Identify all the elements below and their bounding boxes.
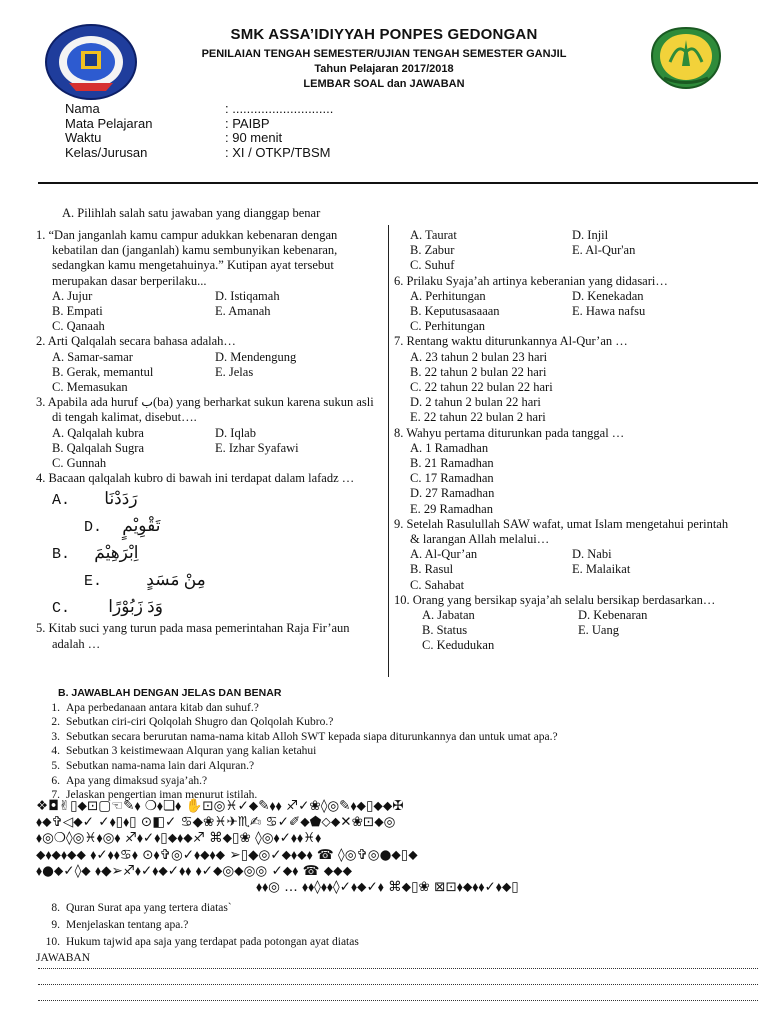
arabic-text: تَقْوِيْمٍ — [122, 516, 161, 536]
question-8 — [394, 426, 734, 517]
essay-item — [36, 744, 736, 759]
question-text: 4. Bacaan qalqalah kubro di bawah ini terdapat dalam lafadz … — [36, 471, 355, 486]
option: B. 21 Ramadhan — [410, 456, 494, 471]
school-name: SMK ASSA’IDIYYAH PONPES GEDONGAN — [230, 26, 538, 43]
essay-number: 3. — [51, 730, 60, 743]
essay-number: 4. — [51, 745, 60, 758]
option: B. Empati — [52, 304, 103, 319]
essay-number: 8. — [51, 902, 60, 914]
option: A. Al-Qur’an — [410, 547, 478, 562]
option-letter: D. — [84, 519, 103, 537]
option: D. Kenekadan — [572, 288, 644, 303]
question-3 — [36, 395, 378, 471]
question-7 — [394, 334, 734, 425]
essay-item — [36, 774, 736, 789]
identity-row-time — [65, 131, 333, 146]
option: E. 22 tahun 22 bulan 2 hari — [410, 410, 546, 425]
option: E. Izhar Syafawi — [215, 440, 299, 455]
essay-number: 5. — [51, 759, 60, 772]
header-divider — [38, 182, 758, 184]
question-text: 3. Apabila ada huruf ب(ba) yang berharkat sukun karena sukun asli di tengah kalimat, disebut…. — [36, 395, 374, 425]
right-column — [394, 228, 734, 654]
option: A. Jabatan — [422, 608, 475, 623]
arabic-option-c — [36, 594, 378, 621]
question-2 — [36, 334, 378, 395]
essay-text: Apa yang dimaksud syaja’ah.? — [66, 774, 208, 787]
arabic-text: اِبْرَهِيْمَ — [94, 543, 139, 563]
identity-row-subject — [65, 117, 333, 132]
identity-label: Nama — [65, 101, 100, 116]
option: E. 29 Ramadhan — [410, 501, 493, 516]
question-text: 9. Setelah Rasulullah SAW wafat, umat Islam mengetahui perintah & larangan Allah melalui… — [394, 516, 729, 547]
garbled-ayat-block — [36, 798, 736, 895]
question-5-options — [394, 228, 734, 274]
options — [36, 289, 378, 335]
essay-number: 1. — [51, 701, 60, 714]
arabic-text: مِنْ مَسَدٍ — [146, 570, 206, 590]
option: B. Keputusasaaan — [410, 304, 500, 319]
option: C. Perhitungan — [410, 319, 485, 334]
identity-label: Kelas/Jurusan — [65, 144, 148, 160]
option: B. Zabur — [410, 243, 455, 258]
question-text: 10. Orang yang bersikap syaja’ah selalu bersikap berdasarkan… — [394, 592, 716, 607]
arabic-option-e — [36, 567, 378, 594]
glyph-line: ⬥⬧⬥⬧⬥⬥ ⬧✓⬧⬧♋⬧ ⊙⬧✞◎✓⬧⬥⬧⬥ ➢▯◆◎✓⬥⬧⬥⬧ ☎ ◊◎✞◎●⬥▯⬥ — [36, 846, 418, 863]
option-letter: A. — [52, 492, 71, 510]
arabic-text: وَدَ زَبُوْرًا — [108, 597, 163, 617]
option: C. Qanaah — [52, 319, 105, 334]
academic-year: Tahun Pelajaran 2017/2018 — [314, 63, 454, 75]
options — [36, 426, 378, 472]
identity-value: : XI / OTKP/TBSM — [225, 144, 331, 160]
option: C. Kedudukan — [422, 638, 495, 653]
option: A. Samar-samar — [52, 349, 133, 364]
option-letter: B. — [52, 546, 71, 564]
question-1 — [36, 228, 378, 334]
essay-item — [36, 917, 736, 934]
option-letter: C. — [52, 600, 71, 618]
essay-text: Menjelaskan tentang apa.? — [66, 919, 189, 931]
option: B. Rasul — [410, 562, 454, 577]
essay-text: Sebutkan ciri-ciri Qolqolah Shugro dan Qolqolah Kubro.? — [66, 716, 334, 729]
column-divider — [388, 225, 389, 677]
option-letter: E. — [84, 573, 103, 591]
answer-label: JAWABAN — [36, 952, 91, 964]
section-a-instruction: A. Pilihlah salah satu jawaban yang dianggap benar — [62, 206, 321, 220]
identity-value: : PAIBP — [225, 115, 270, 131]
answer-line — [38, 1000, 758, 1001]
option: B. Qalqalah Sugra — [52, 440, 144, 455]
question-text: 2. Arti Qalqalah secara bahasa adalah… — [36, 334, 236, 349]
options — [394, 547, 734, 593]
option: A. Jujur — [52, 288, 93, 303]
option: A. 1 Ramadhan — [410, 440, 489, 455]
essay-item — [36, 715, 736, 730]
option: B. Status — [422, 623, 468, 638]
option: D. Mendengung — [215, 349, 297, 364]
question-text: 7. Rentang waktu diturunkannya Al-Qur’an … — [394, 334, 628, 349]
essay-text: Sebutkan secara berurutan nama-nama kitab Alloh SWT kepada siapa diturunkannya dan untuk umat apa.? — [66, 730, 558, 743]
option: E. Jelas — [215, 364, 254, 379]
question-text: 6. Prilaku Syaja’ah artinya keberanian yang didasari… — [394, 273, 668, 288]
essay-number: 10. — [45, 936, 60, 948]
option: D. Kebenaran — [578, 608, 648, 623]
essay-text: Sebutkan 3 keistimewaan Alquran yang kalian ketahui — [66, 745, 317, 758]
option: D. Injil — [572, 228, 609, 242]
question-9 — [394, 517, 734, 593]
glyph-line: ⬧◎❍◊◎♓⬧◎⬧ ♐⬧✓⬧▯⬥⬧⬥♐ ⌘⬥▯❀ ◊◎⬧✓⬧⬧♓⬧ — [36, 830, 322, 847]
arabic-option-b — [36, 540, 378, 567]
essay-number: 2. — [51, 716, 60, 729]
arabic-option-d — [36, 513, 378, 540]
glyph-line: ⬧●⬥✓◊⬥ ⬧◆➢♐⬧✓⬧⬥✓⬧⬧ ⬧✓⬥◎⬥◎◎ ✓⬥⬧ ☎ ⬥⬥⬥ — [36, 862, 353, 879]
question-5 — [36, 621, 378, 651]
option: D. 27 Ramadhan — [410, 486, 495, 501]
question-4 — [36, 471, 378, 621]
answer-line — [38, 984, 758, 985]
option: C. Sahabat — [410, 577, 465, 592]
option: A. 23 tahun 2 bulan 23 hari — [410, 349, 548, 364]
option: A. Taurat — [410, 228, 457, 242]
essay-number: 7. — [51, 789, 60, 802]
section-b-continued — [36, 900, 736, 965]
arabic-option-a — [36, 486, 378, 513]
option: E. Malaikat — [572, 562, 631, 577]
option: E. Hawa nafsu — [572, 304, 646, 319]
question-text: 5. Kitab suci yang turun pada masa pemerintahan Raja Fir’aun adalah … — [36, 621, 350, 651]
left-column — [36, 228, 378, 652]
essay-item — [36, 934, 736, 951]
identity-label: Mata Pelajaran — [65, 115, 153, 131]
question-10 — [394, 593, 734, 654]
essay-text: Hukum tajwid apa saja yang terdapat pada potongan ayat diatas — [66, 936, 359, 948]
essay-number: 6. — [51, 774, 60, 787]
option: B. Gerak, memantul — [52, 364, 154, 379]
section-b — [36, 686, 736, 803]
option: E. Uang — [578, 623, 619, 638]
essay-text: Quran Surat apa yang tertera diatas` — [66, 902, 232, 914]
identity-row-name — [65, 102, 333, 117]
question-text: 8. Wahyu pertama diturunkan pada tanggal … — [394, 425, 625, 440]
essay-text: Jelaskan pengertian iman menurut istilah. — [66, 789, 258, 802]
options — [394, 350, 734, 426]
option: C. 17 Ramadhan — [410, 471, 494, 486]
options — [394, 608, 734, 654]
exam-title: PENILAIAN TENGAH SEMESTER/UJIAN TENGAH SEMESTER GANJIL — [201, 48, 567, 60]
essay-text: Apa perbedanaan antara kitab dan suhuf.? — [66, 701, 259, 714]
essay-text: Sebutkan nama-nama lain dari Alquran.? — [66, 759, 255, 772]
option: D. Istiqamah — [215, 288, 280, 303]
identity-value: : ............................ — [225, 101, 334, 116]
essay-item — [36, 900, 736, 917]
essay-number: 9. — [51, 919, 60, 931]
options — [394, 289, 734, 335]
option: C. 22 tahun 22 bulan 22 hari — [410, 380, 553, 395]
essay-item — [36, 759, 736, 774]
option: B. 22 tahun 2 bulan 22 hari — [410, 364, 547, 379]
essay-item — [36, 701, 736, 716]
option: A. Qalqalah kubra — [52, 425, 144, 440]
question-6 — [394, 274, 734, 335]
student-identity — [65, 102, 333, 160]
option: C. Gunnah — [52, 456, 107, 471]
identity-row-class — [65, 146, 333, 161]
options — [394, 441, 734, 517]
glyph-line: ⬧⬧◎ … ⬧⬧◊⬧⬧◊✓⬧⬥✓⬧ ⌘⬥▯❀ ⊠⊡⬧⬥⬧⬧✓⬧⬥▯ — [256, 879, 519, 896]
glyph-line: ⬧⬥✞◁⬥✓ ✓⬧▯⬧▯ ⊙◧✓ ♋◆❀♓✈♏✍ ♋✓✐⬥⬟⬦⬥✕❀⊡⬥◎ — [36, 814, 396, 831]
identity-label: Waktu — [65, 130, 102, 145]
identity-value: : 90 menit — [225, 130, 283, 145]
options — [36, 350, 378, 396]
arabic-text: رَدَدْنَا — [104, 489, 138, 509]
option: C. Memasukan — [52, 380, 128, 395]
option: C. Suhuf — [410, 258, 455, 273]
option: E. Amanah — [215, 304, 271, 319]
question-text: 1. “Dan janganlah kamu campur adukkan kebenaran dengan kebatilan dan (janganlah) kamu sembunyikan kebenaran, sedangkan kamu mengetahuinya.” Kutipan ayat tersebut merupakan dasar berperilaku... — [36, 228, 338, 288]
section-b-title: B. JAWABLAH DENGAN JELAS DAN BENAR — [58, 687, 282, 699]
option: D. Iqlab — [215, 425, 256, 440]
option: D. 2 tahun 2 bulan 22 hari — [410, 395, 541, 410]
option: D. Nabi — [572, 547, 612, 562]
answer-line — [38, 968, 758, 969]
option: E. Al-Qur'an — [572, 243, 636, 258]
sheet-title: LEMBAR SOAL dan JAWABAN — [303, 78, 465, 90]
option: A. Perhitungan — [410, 288, 486, 303]
essay-item — [36, 730, 736, 745]
glyph-line: ❖◘✌▯⬥⊡▢☜✎⬧ ❍⬧❏⬧ ✋⊡◎♓✓⬥✎⬧⬧ ♐✓❀◊◎✎⬧⬥▯⬥⬥✠ — [36, 798, 404, 814]
